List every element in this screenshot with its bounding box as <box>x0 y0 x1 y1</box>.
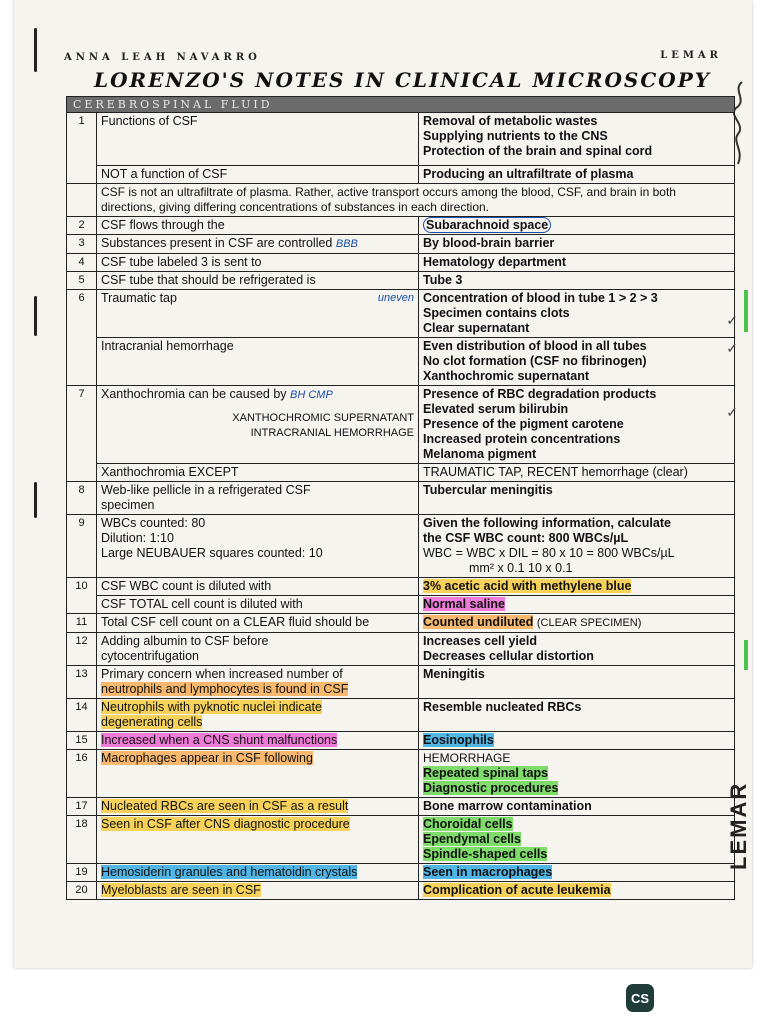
table-row: Xanthochromia EXCEPT TRAUMATIC TAP, RECENT hemorrhage (clear) <box>67 464 735 482</box>
table-row <box>67 184 735 217</box>
table-row: 6 Traumatic tap uneven Concentration of blood in tube 1 > 2 > 3 Specimen contains clots Clear supernatant <box>67 290 735 338</box>
table-row: CSF TOTAL cell count is diluted with Normal saline <box>67 596 735 614</box>
highlight-mark <box>744 290 748 332</box>
table-row: 7 Xanthochromia can be caused by BH CMP XANTHOCHROMIC SUPERNATANT INTRACRANIAL HEMORRHAGE Presence of RBC degradation products Elevated serum bilirubin Presence of the pigment carotene Increased protein concentrations Melanoma pigment <box>67 386 735 464</box>
table-row: 19 Hemosiderin granules and hematoidin crystals Seen in macrophages <box>67 864 735 882</box>
table-row <box>67 166 735 184</box>
pen-note: BBB <box>335 238 358 250</box>
table-row <box>67 113 735 166</box>
margin-mark <box>34 28 37 72</box>
margin-mark <box>34 482 37 518</box>
table-row: 17 Nucleated RBCs are seen in CSF as a result Bone marrow contamination <box>67 798 735 816</box>
table-row: 4 CSF tube labeled 3 is sent to Hematology department <box>67 254 735 272</box>
table-row: 2 CSF flows through the Subarachnoid space <box>67 217 735 235</box>
page-title: LORENZO'S NOTES IN CLINICAL MICROSCOPY <box>94 68 712 92</box>
table-row: 11 Total CSF cell count on a CLEAR fluid should be Counted undiluted (CLEAR SPECIMEN) <box>67 614 735 633</box>
table-row: Intracranial hemorrhage Even distribution of blood in all tubes No clot formation (CSF no fibrinogen) Xanthochromic supernatant <box>67 338 735 386</box>
answer-cell: Removal of metabolic wastes Supplying nutrients to the CNS Protection of the brain and spinal cord <box>419 113 735 166</box>
pen-note: uneven <box>377 292 414 304</box>
table-row: 13 Primary concern when increased number of neutrophils and lymphocytes is found in CSF Meningitis <box>67 666 735 699</box>
highlight-mark <box>744 640 748 670</box>
question-cell: Functions of CSF <box>97 113 419 166</box>
table-row: 10 CSF WBC count is diluted with 3% acetic acid with methylene blue <box>67 578 735 596</box>
check-icon: ✓ <box>726 312 738 328</box>
table-row: 8 Web-like pellicle in a refrigerated CSF specimen Tubercular meningitis <box>67 482 735 515</box>
table-row: 12 Adding albumin to CSF before cytocentrifugation Increases cell yield Decreases cellular distortion <box>67 633 735 666</box>
check-icon: ✓ <box>726 340 738 356</box>
check-icon: ✓ <box>726 404 738 420</box>
note-cell: CSF is not an ultrafiltrate of plasma. Rather, active transport occurs among the blood, CSF, and brain in both directions, giving differing concentrations of substances in each direction. <box>97 184 735 217</box>
row-number: 1 <box>67 113 97 184</box>
section-header <box>67 97 735 113</box>
brand-name: LEMAR <box>660 50 722 61</box>
margin-mark <box>34 296 37 336</box>
table-row: 18 Seen in CSF after CNS diagnostic procedure Choroidal cells Ependymal cells Spindle-shaped cells <box>67 816 735 864</box>
section-title: CEREBROSPINAL FLUID <box>67 97 735 113</box>
question-cell: NOT a function of CSF <box>97 166 419 184</box>
notes-table <box>66 96 735 900</box>
table-row: 20 Myeloblasts are seen in CSF Complication of acute leukemia <box>67 882 735 900</box>
table-row: 16 Macrophages appear in CSF following HEMORRHAGE Repeated spinal taps Diagnostic procedures <box>67 750 735 798</box>
table-row: 5 CSF tube that should be refrigerated is Tube 3 <box>67 272 735 290</box>
author-name: ANNA LEAH NAVARRO <box>64 52 261 63</box>
table-row: 9 WBCs counted: 80 Dilution: 1:10 Large NEUBAUER squares counted: 10 Given the following information, calculate the CSF WBC count: 800 WBCs/µL WBC = WBC x DIL = 80 x 10 = 800 WBCs/µL mm² x 0.1 10 x 0.1 <box>67 515 735 578</box>
pen-note: BH CMP <box>290 389 333 401</box>
side-stamp: LEMAR <box>726 781 751 870</box>
table-row: 14 Neutrophils with pyknotic nuclei indicate degenerating cells Resemble nucleated RBCs <box>67 699 735 732</box>
table-row: 15 Increased when a CNS shunt malfunctions Eosinophils <box>67 732 735 750</box>
table-row: 3 Substances present in CSF are controlled BBB By blood-brain barrier <box>67 235 735 254</box>
camscanner-logo: CS <box>626 984 654 1012</box>
answer-cell: Producing an ultrafiltrate of plasma <box>419 166 735 184</box>
notes-page <box>14 0 752 968</box>
